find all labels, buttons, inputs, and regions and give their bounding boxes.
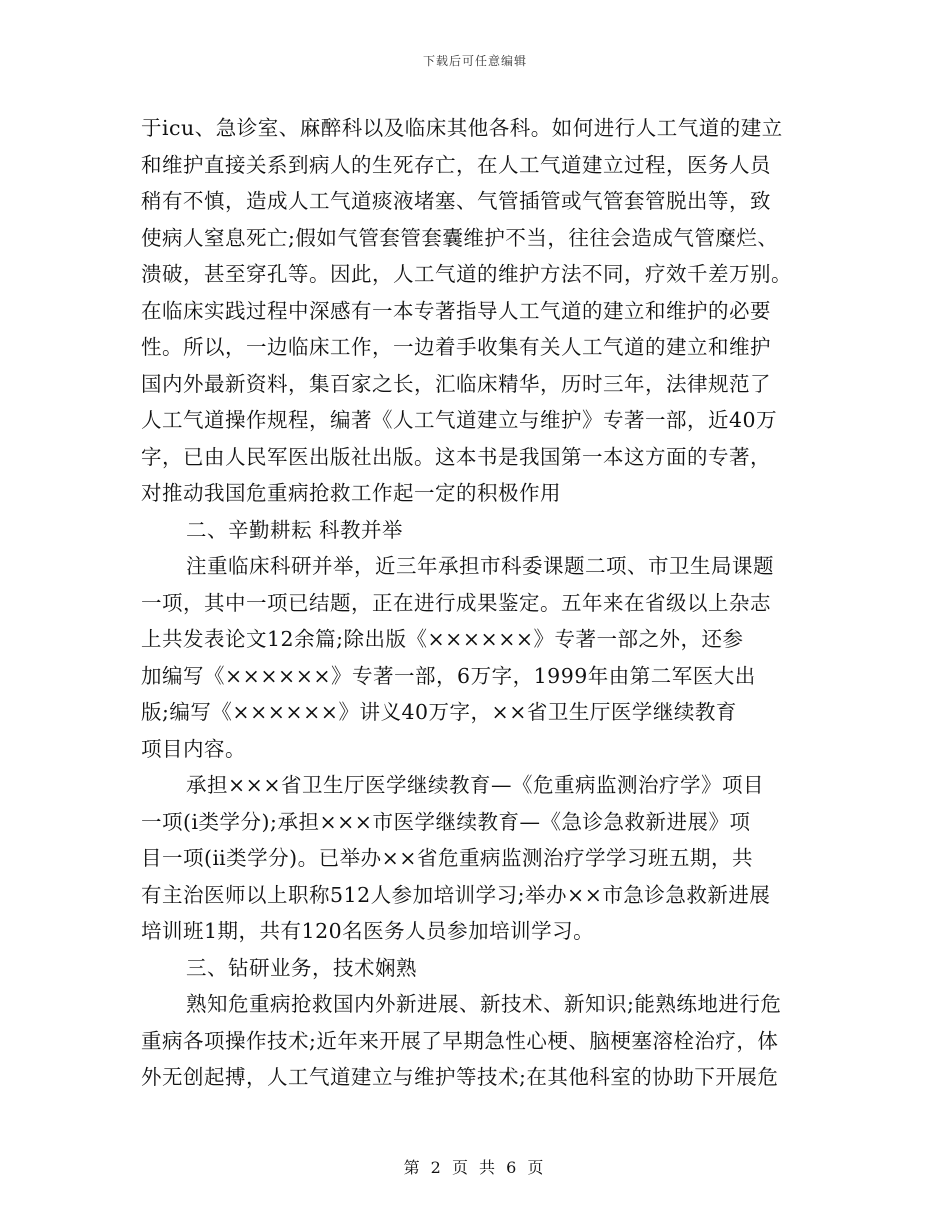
section-heading: 三、钻研业务，技术娴熟 — [186, 955, 417, 980]
text-line: 有主治医师以上职称512人参加培训学习;举办××市急诊急救新进展 — [141, 882, 771, 907]
text-line: 一项，其中一项已结题，正在进行成果鉴定。五年来在省级以上杂志 — [141, 590, 771, 615]
text-line: 重病各项操作技术;近年来开展了早期急性心梗、脑梗塞溶栓治疗，体 — [141, 1028, 779, 1053]
document-body — [141, 110, 813, 1096]
text-line: 项目内容。 — [141, 736, 246, 761]
text-line: 目一项(ⅱ类学分)。已举办××省危重病监测治疗学学习班五期，共 — [141, 846, 753, 870]
text-line: 熟知危重病抢救国内外新进展、新技术、新知识;能熟练地进行危 — [186, 992, 782, 1016]
text-line: 溃破，甚至穿孔等。因此，人工气道的维护方法不同，疗效千差万别。 — [141, 262, 792, 286]
text-line: 对推动我国危重病抢救工作起一定的积极作用 — [141, 481, 561, 505]
text-line: 国内外最新资料，集百家之长，汇临床精华，历时三年，法律规范了 — [141, 371, 771, 396]
text-line: 使病人窒息死亡;假如气管套管套囊维护不当，往往会造成气管糜烂、 — [141, 225, 779, 250]
text-line: 于icu、急诊室、麻醉科以及临床其他各科。如何进行人工气道的建立 — [141, 116, 783, 140]
text-line: 人工气道操作规程，编著《人工气道建立与维护》专著一部，近40万 — [141, 408, 778, 432]
section-heading: 二、辛勤耕耘 科教并举 — [186, 517, 404, 542]
text-line: 承担×××省卫生厅医学继续教育—《危重病监测治疗学》项目 — [186, 773, 765, 797]
text-line: 版;编写《××××××》讲义40万字，××省卫生厅医学继续教育 — [141, 700, 737, 724]
text-line: 外无创起搏，人工气道建立与维护等技术;在其他科室的协助下开展危 — [141, 1065, 779, 1089]
page-number: 第 2 页 共 6 页 — [403, 1158, 547, 1177]
text-line: 稍有不慎，造成人工气道痰液堵塞、气管插管或气管套管脱出等，致 — [141, 189, 771, 213]
page-header: 下载后可任意编辑 — [422, 54, 527, 68]
text-line: 性。所以，一边临床工作，一边着手收集有关人工气道的建立和维护 — [141, 335, 771, 359]
text-line: 加编写《××××××》专著一部，6万字，1999年由第二军医大出 — [141, 663, 756, 688]
text-line: 一项(ⅰ类学分);承担×××市医学继续教育—《急诊急救新进展》项 — [141, 809, 751, 834]
text-line: 和维护直接关系到病人的生死存亡，在人工气道建立过程，医务人员 — [141, 152, 771, 177]
text-line: 字，已由人民军医出版社出版。这本书是我国第一本这方面的专著， — [141, 444, 771, 469]
text-line: 上共发表论文12余篇;除出版《××××××》专著一部之外，还参 — [141, 627, 744, 651]
text-line: 注重临床科研并举，近三年承担市科委课题二项、市卫生局课题 — [186, 554, 774, 578]
text-line: 在临床实践过程中深感有一本专著指导人工气道的建立和维护的必要 — [141, 298, 771, 323]
text-line: 培训班1期，共有120名医务人员参加培训学习。 — [141, 919, 595, 943]
